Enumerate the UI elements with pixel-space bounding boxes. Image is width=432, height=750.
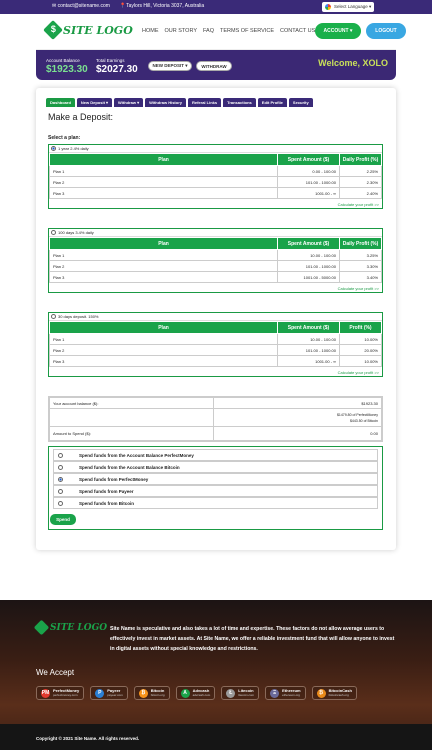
payment-method: P Payeer payeer.com [90,686,128,700]
top-bar [0,0,432,14]
page-title: Make a Deposit: [48,112,114,122]
copyright: Copyright © 2021 Site Name. All rights reserved. [0,724,432,750]
table-cell: 0.00 - 100.00 [278,166,340,177]
table-cell: 2.25% [340,166,382,177]
nav-item[interactable]: FAQ [203,28,215,34]
table-cell: Plan 1 [50,334,278,345]
table-header: Spent Amount ($) [278,154,340,166]
balance-label: Your account balance ($): [50,398,214,409]
table-cell: 101.00 - 1000.00 [278,177,340,188]
spend-option[interactable]: Spend funds from the Account Balance Bitcoin [53,461,378,473]
table-row [50,345,382,356]
nav-item[interactable]: TERMS OF SERVICE [220,28,275,34]
plan-header[interactable]: 100 days 3.4% daily [49,229,382,237]
table-row [50,188,382,199]
we-accept-title: We Accept [36,668,75,677]
payment-methods [36,686,357,700]
amount-input[interactable]: 0.00 [370,431,378,436]
spend-button[interactable]: Spend [50,514,76,525]
spend-options [48,446,383,530]
payment-icon: PM [41,690,50,696]
total-earnings-label: Total Earnings [96,58,125,63]
tab-item[interactable]: Referal Links [188,98,221,107]
table-header: Plan [50,154,278,166]
nav-item[interactable]: OUR STORY [164,28,197,34]
table-cell: Plan 3 [50,188,278,199]
plan-box [48,228,383,293]
table-header: Plan [50,322,278,334]
calculate-profit-link[interactable]: Calculate your profit >> [337,286,379,291]
total-earnings-value: $2027.30 [96,64,138,75]
table-cell: Plan 2 [50,177,278,188]
table-cell: 101.00 - 1000.00 [278,345,340,356]
site-logo[interactable]: $ SITE LOGO [46,23,133,37]
payment-icon: Ξ [270,689,279,698]
spend-radio[interactable] [58,501,63,506]
spend-radio[interactable] [58,489,63,494]
spend-radio[interactable] [58,465,63,470]
table-header: Profit (%) [340,322,382,334]
tab-item[interactable]: Dashboard [46,98,75,107]
payment-icon: ₿ [317,689,326,698]
table-cell: 20.00% [340,345,382,356]
language-select[interactable]: Select Language ▾ [322,2,374,12]
table-cell: Plan 3 [50,356,278,367]
main-nav [142,28,315,34]
payment-method: ₿ Bitcoin bitcoin.org [134,686,170,700]
plan-box [48,312,383,377]
account-tabs [46,98,313,107]
table-cell: 1001.00 - ∞ [278,188,340,199]
plan-radio[interactable] [51,314,56,319]
calculate-profit-link[interactable]: Calculate your profit >> [337,370,379,375]
tab-item[interactable]: Security [289,98,313,107]
header [36,14,396,50]
table-cell: 3.40% [340,272,382,283]
spend-option[interactable]: Spend funds from Bitcoin [53,497,378,509]
amount-label: Amount to Spend ($): [50,427,214,441]
payment-icon: Ł [226,689,235,698]
payment-method: Ξ Ethereum ethereum.org [265,686,305,700]
plan-radio[interactable] [51,146,56,151]
tab-item[interactable]: New Deposit ▾ [77,98,112,107]
tab-item[interactable]: Withdraw ▾ [114,98,143,107]
table-row [50,177,382,188]
table-cell: 10.00% [340,356,382,367]
plan-header[interactable]: 30 days deposit. 150% [49,313,382,321]
account-balance-value: $1923.30 [46,64,88,75]
email-text[interactable]: ✉ contact@sitename.com [52,3,110,9]
tab-item[interactable]: Transactions [223,98,256,107]
new-deposit-button[interactable]: NEW DEPOSIT ▾ [148,61,192,71]
spend-radio[interactable] [58,453,63,458]
table-cell: Plan 1 [50,250,278,261]
spend-option[interactable]: Spend funds from the Account Balance PerfectMoney [53,449,378,461]
table-row [50,272,382,283]
footer-logo[interactable]: SITE LOGO [36,622,107,633]
nav-item[interactable]: CONTACT US [280,28,316,34]
payment-icon: A [181,689,190,698]
spend-option[interactable]: Spend funds from Payeer [53,485,378,497]
plan-box [48,144,383,209]
table-row [50,334,382,345]
withdraw-button[interactable]: WITHDRAW [196,61,232,71]
google-icon [325,4,331,10]
account-balance-label: Account Balance [46,58,80,63]
table-cell: 101.00 - 1000.00 [278,261,340,272]
spend-option[interactable]: Spend funds from PerfectMoney [53,473,378,485]
table-cell: 10.00 - 100.00 [278,250,340,261]
welcome-text: Welcome, XOLO [318,58,388,68]
table-cell: 3.30% [340,261,382,272]
table-cell: 2.40% [340,188,382,199]
payment-icon: P [95,689,104,698]
payment-method: ₿ BitcoinCash bitcoincash.org [312,686,357,700]
logout-button[interactable]: LOGOUT [366,23,406,39]
spend-radio[interactable] [58,477,63,482]
table-cell: Plan 2 [50,261,278,272]
payment-method: PM PerfectMoney perfectmoney.com [36,686,84,700]
logo-icon [43,20,63,40]
table-cell: 1001.00 - ∞ [278,356,340,367]
select-plan-label: Select a plan: [48,135,81,141]
btc-balance: $443.50 of Bitcoin [349,418,378,423]
balance-value: $1923.30 [214,398,382,409]
balance-summary [48,396,383,442]
payment-method: Ł Litecoin litecoin.com [221,686,259,700]
table-cell: Plan 1 [50,166,278,177]
table-cell: 2.30% [340,177,382,188]
calculate-profit-link[interactable]: Calculate your profit >> [337,202,379,207]
logo-icon [34,620,50,636]
plan-radio[interactable] [51,230,56,235]
tab-item[interactable]: Edit Profile [258,98,287,107]
table-cell: Plan 3 [50,272,278,283]
table-header: Plan [50,238,278,250]
table-cell: 10.00 - 100.00 [278,334,340,345]
deposit-panel [36,88,396,550]
table-cell: 3.25% [340,250,382,261]
footer-description: Site Name is speculative and also takes a lot of time and expertise. These factors do not allow average users to effectively invest in market assets. At Site Name, we offer a reliable investment fund that will allow anyone to invest in digital assets without special knowledge and restrictions. [110,626,395,652]
balance-bar [36,50,396,80]
payment-method: A Advcash advcash.com [176,686,216,700]
table-header: Spent Amount ($) [278,322,340,334]
table-header: Daily Profit (%) [340,238,382,250]
table-cell: Plan 2 [50,345,278,356]
table-row [50,356,382,367]
tab-item[interactable]: Withdraw History [145,98,186,107]
table-header: Spent Amount ($) [278,238,340,250]
address-text: 📍Taylors Hill, Victoria 3037, Australia [119,3,205,9]
pm-balance: $1479.80 of PerfectMoney [336,412,378,417]
table-cell: 1001.00 - 5000.00 [278,272,340,283]
table-row [50,166,382,177]
table-row [50,250,382,261]
table-row [50,261,382,272]
table-cell: 10.00% [340,334,382,345]
table-header: Daily Profit (%) [340,154,382,166]
plan-header[interactable]: 1 year 2.4% daily [49,145,382,153]
account-button[interactable]: ACCOUNT ▾ [315,23,361,39]
payment-icon: ₿ [139,689,148,698]
nav-item[interactable]: HOME [142,28,159,34]
